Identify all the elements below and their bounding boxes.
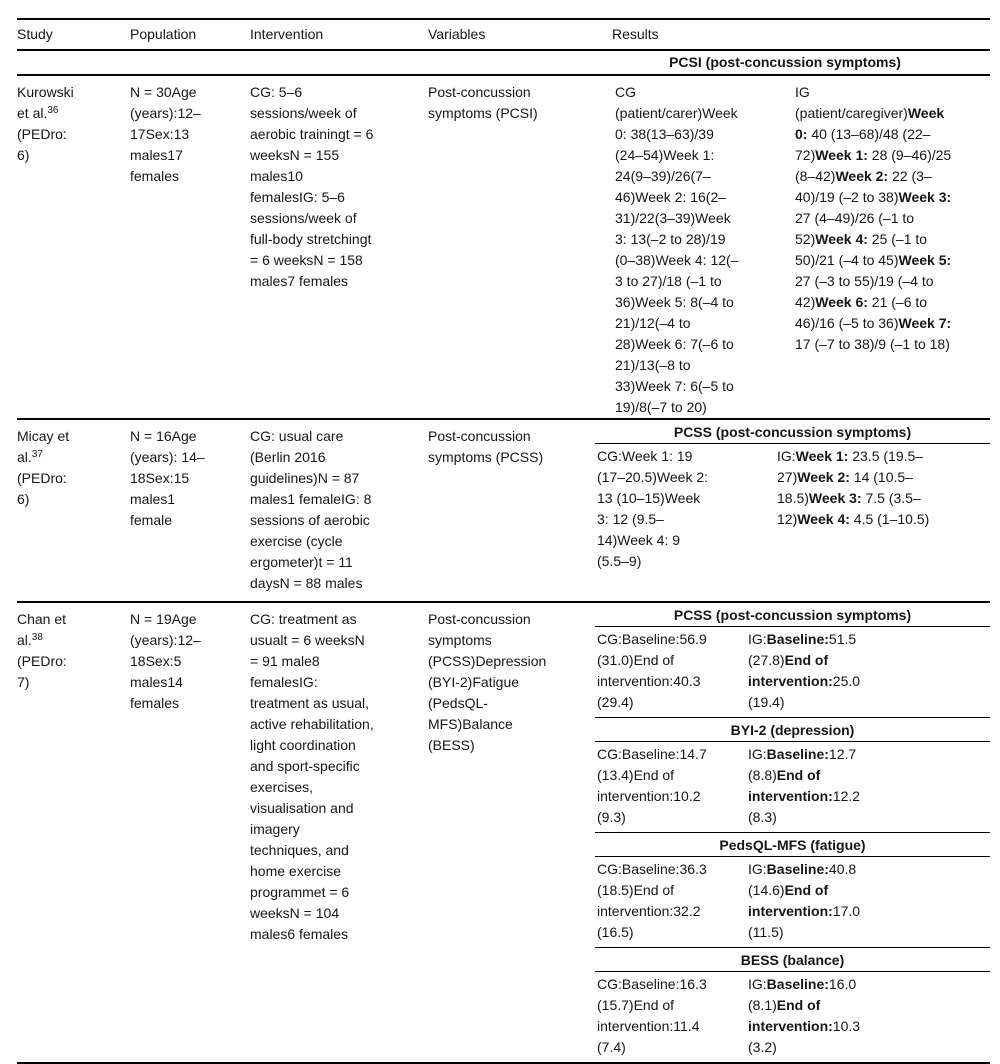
subsection-header-pedsql: PedsQL-MFS (fatigue) xyxy=(595,832,990,857)
variables-cell: Post-concussion symptoms (PCSI) xyxy=(428,84,538,121)
study-cell: Kurowski et al.$^{36}$ (PEDro: 6) xyxy=(17,84,74,163)
subsection-content xyxy=(595,627,990,717)
subsection-content xyxy=(595,972,990,1062)
subsection-content xyxy=(595,742,990,832)
cg-results-cell: CG:Baseline:14.7 (13.4)End of intervention:10.2 (9.3) xyxy=(597,746,707,825)
ig-results-cell: IG:Baseline:40.8 (14.6)End of intervention:17.0 (11.5) xyxy=(748,861,861,940)
cg-results-cell: CG (patient/carer)Week 0: 38(13–63)/39 (24–54)Week 1: 24(9–39)/26(7–46)Week 2: 16(2–31)/22(3–39)Week 3: 13(–2 to 28)/19 (0–38)Week 4: 12(–3 to 27)/18 (–1 to 36)Week 5: 8(–4 to 21)/12(–4 to 28)Week 6: 7(–6 to 21)/13(–8 to 33)Week 7: 6(–5 to 19)/8(–7 to 20) xyxy=(615,84,739,415)
population-cell: N = 19Age (years):12–18Sex:5 males14 females xyxy=(130,611,201,711)
subsection-header-pcss: PCSS (post-concussion symptoms) xyxy=(595,420,990,444)
ig-results-cell: IG (patient/caregiver)Week 0: 40 (13–68)/48 (22–72)Week 1: 28 (9–46)/25 (8–42)Week 2: 22 (3–40)/19 (–2 to 38)Week 3: 27 (4–49)/26 (–1 to 52)Week 4: 25 (–1 to 50)/21 (–4 to 45)Week 5: 27 (–3 to 55)/19 (–4 to 42)Week 6: 21 (–6 to 46)/16 (–5 to 36)Week 7: 17 (–7 to 38)/9 (–1 to 18) xyxy=(795,84,952,352)
study-cell: Micay et al.$^{37}$ (PEDro: 6) xyxy=(17,428,70,507)
column-header-results: Results xyxy=(612,26,659,42)
intervention-cell: CG: usual care (Berlin 2016 guidelines)N = 87 males1 femaleIG: 8 sessions of aerobic exercise (cycle ergometer)t = 11 daysN = 88 males xyxy=(250,428,372,591)
ig-results-cell: IG:Baseline:51.5 (27.8)End of intervention:25.0 (19.4) xyxy=(748,631,861,710)
column-header-variables: Variables xyxy=(428,26,486,42)
pcsi-band-title: PCSI (post-concussion symptoms) xyxy=(669,54,901,70)
study-row-micay xyxy=(17,420,990,603)
cg-results-cell: CG:Week 1: 19 (17–20.5)Week 2: 13 (10–15)Week 3: 12 (9.5–14)Week 4: 9 (5.5–9) xyxy=(597,448,709,569)
column-header-study: Study xyxy=(17,26,53,42)
results-subtable xyxy=(595,603,990,1062)
subsection-header-byi2: BYI-2 (depression) xyxy=(595,717,990,742)
cg-results-cell: CG:Baseline:56.9 (31.0)End of intervention:40.3 (29.4) xyxy=(597,631,707,710)
population-cell: N = 16Age (years): 14–18Sex:15 males1 female xyxy=(130,428,205,528)
citation-superscript: 38 xyxy=(31,632,43,643)
subsection-content xyxy=(595,857,990,947)
table-header-row xyxy=(17,20,990,51)
variables-cell: Post-concussion symptoms (PCSS) xyxy=(428,428,544,465)
subsection-header-pcss: PCSS (post-concussion symptoms) xyxy=(595,603,990,627)
results-cell xyxy=(580,603,990,1062)
ig-results-cell: IG:Baseline:12.7 (8.8)End of intervention:12.2 (8.3) xyxy=(748,746,861,825)
study-row-chan xyxy=(17,603,990,1064)
study-cell: Chan et al.$^{38}$ (PEDro: 7) xyxy=(17,611,67,690)
pcsi-band xyxy=(17,51,990,76)
evidence-table xyxy=(17,18,990,1064)
population-cell: N = 30Age (years):12–17Sex:13 males17 females xyxy=(130,84,201,184)
ig-results-cell: IG:Week 1: 23.5 (19.5–27)Week 2: 14 (10.5–18.5)Week 3: 7.5 (3.5–12)Week 4: 4.5 (1–10.5) xyxy=(777,448,930,527)
cg-results-cell: CG:Baseline:16.3 (15.7)End of intervention:11.4 (7.4) xyxy=(597,976,707,1055)
ig-results-cell: IG:Baseline:16.0 (8.1)End of intervention:10.3 (3.2) xyxy=(748,976,861,1055)
intervention-cell: CG: treatment as usualt = 6 weeksN = 91 male8 femalesIG: treatment as usual, active rehabilitation, light coordination and sport-specific exercises, visualisation and imagery techniques, and home exercise programmet = 6 weeksN = 104 males6 females xyxy=(250,611,374,942)
variables-cell: Post-concussion symptoms (PCSS)Depression (BYI-2)Fatigue (PedsQL-MFS)Balance (BESS) xyxy=(428,611,547,753)
results-cell xyxy=(580,420,990,576)
cg-results-cell: CG:Baseline:36.3 (18.5)End of intervention:32.2 (16.5) xyxy=(597,861,707,940)
subsection-header-bess: BESS (balance) xyxy=(595,947,990,972)
intervention-cell: CG: 5–6 sessions/week of aerobic trainingt = 6 weeksN = 155 males10 femalesIG: 5–6 sessions/week of full-body stretchingt = 6 weeksN = 158 males7 females xyxy=(250,84,374,289)
column-header-population: Population xyxy=(130,26,197,42)
citation-superscript: 37 xyxy=(31,449,43,460)
study-row-kurowski xyxy=(17,76,990,420)
results-subtable xyxy=(595,420,990,576)
results-cell xyxy=(580,76,990,418)
column-header-intervention: Intervention xyxy=(250,26,324,42)
citation-superscript: 36 xyxy=(47,105,59,116)
subsection-content xyxy=(595,444,990,576)
